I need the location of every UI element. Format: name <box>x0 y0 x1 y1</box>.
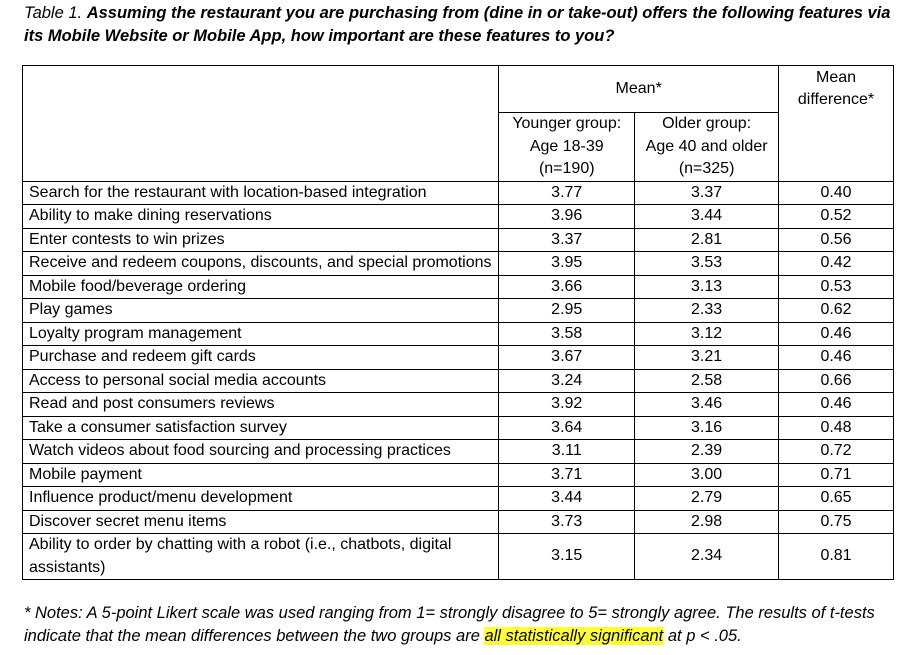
notes-text: * Notes: A 5-point Likert scale was used ranging from 1= strongly disagree to 5= strongly agree. The results of t-tests indicate that the mean differences between the two groups are <box>24 604 875 645</box>
table-row <box>23 322 894 346</box>
mean-difference-cell: 0.62 <box>779 299 894 323</box>
feature-cell: Ability to make dining reservations <box>23 205 499 229</box>
mean-difference-cell: 0.46 <box>779 322 894 346</box>
table-row <box>23 416 894 440</box>
younger-mean-cell: 3.92 <box>499 393 635 417</box>
results-table <box>22 65 894 580</box>
table-row <box>23 275 894 299</box>
feature-cell: Purchase and redeem gift cards <box>23 346 499 370</box>
caption-question: Assuming the restaurant you are purchasing from (dine in or take-out) offers the following features via its Mobile Website or Mobile App, how important are these features to you? <box>24 4 891 45</box>
younger-group-age: Age 18-39 <box>529 137 604 155</box>
older-mean-cell: 2.33 <box>635 299 779 323</box>
mean-difference-cell: 0.46 <box>779 346 894 370</box>
table-row <box>23 252 894 276</box>
table-row <box>23 346 894 370</box>
table-row <box>23 181 894 205</box>
younger-group-label: Younger group: <box>512 115 622 132</box>
feature-cell: Read and post consumers reviews <box>23 393 499 417</box>
mean-difference-cell: 0.48 <box>779 416 894 440</box>
mean-difference-cell: 0.53 <box>779 275 894 299</box>
mean-difference-cell: 0.65 <box>779 487 894 511</box>
younger-mean-cell: 3.37 <box>499 228 635 252</box>
table-row <box>23 487 894 511</box>
feature-cell: Discover secret menu items <box>23 510 499 534</box>
table-row <box>23 369 894 393</box>
mean-difference-cell: 0.42 <box>779 252 894 276</box>
younger-mean-cell: 3.66 <box>499 275 635 299</box>
feature-cell: Enter contests to win prizes <box>23 228 499 252</box>
younger-mean-cell: 3.15 <box>499 534 635 580</box>
younger-mean-cell: 2.95 <box>499 299 635 323</box>
table-row <box>23 510 894 534</box>
younger-mean-cell: 3.77 <box>499 181 635 205</box>
table-row <box>23 393 894 417</box>
mean-difference-cell: 0.56 <box>779 228 894 252</box>
feature-cell: Watch videos about food sourcing and processing practices <box>23 440 499 464</box>
older-group-header <box>635 113 779 182</box>
feature-cell: Mobile food/beverage ordering <box>23 275 499 299</box>
younger-mean-cell: 3.64 <box>499 416 635 440</box>
older-mean-cell: 3.46 <box>635 393 779 417</box>
older-mean-cell: 3.00 <box>635 463 779 487</box>
older-mean-cell: 2.34 <box>635 534 779 580</box>
older-mean-cell: 3.12 <box>635 322 779 346</box>
feature-cell: Access to personal social media accounts <box>23 369 499 393</box>
table-row <box>23 299 894 323</box>
older-group-age: Age 40 and older <box>645 137 768 155</box>
table-caption <box>24 2 904 48</box>
mean-header: Mean* <box>499 66 779 113</box>
table-label: Table 1. <box>24 4 83 22</box>
mean-difference-cell: 0.75 <box>779 510 894 534</box>
older-mean-cell: 3.37 <box>635 181 779 205</box>
mean-difference-cell: 0.46 <box>779 393 894 417</box>
feature-cell: Loyalty program management <box>23 322 499 346</box>
feature-cell: Search for the restaurant with location-based integration <box>23 181 499 205</box>
table-row <box>23 440 894 464</box>
younger-mean-cell: 3.24 <box>499 369 635 393</box>
older-mean-cell: 3.44 <box>635 205 779 229</box>
notes-text-end: at p < .05. <box>663 627 742 645</box>
header-blank-cell <box>23 66 499 113</box>
younger-group-n: (n=190) <box>538 160 595 177</box>
younger-group-header <box>499 113 635 182</box>
mean-difference-cell: 0.72 <box>779 440 894 464</box>
younger-mean-cell: 3.71 <box>499 463 635 487</box>
table-row <box>23 205 894 229</box>
table-notes <box>24 602 904 648</box>
younger-mean-cell: 3.73 <box>499 510 635 534</box>
feature-cell: Influence product/menu development <box>23 487 499 511</box>
header-blank-cell <box>23 113 499 182</box>
feature-cell: Receive and redeem coupons, discounts, and special promotions <box>23 252 499 276</box>
mean-difference-cell: 0.40 <box>779 181 894 205</box>
older-group-n: (n=325) <box>678 160 735 177</box>
older-mean-cell: 3.53 <box>635 252 779 276</box>
older-mean-cell: 2.98 <box>635 510 779 534</box>
younger-mean-cell: 3.44 <box>499 487 635 511</box>
table-row <box>23 534 894 580</box>
younger-mean-cell: 3.67 <box>499 346 635 370</box>
table-row <box>23 463 894 487</box>
header-row-2 <box>23 113 894 182</box>
mean-difference-cell: 0.66 <box>779 369 894 393</box>
feature-cell: Take a consumer satisfaction survey <box>23 416 499 440</box>
mean-difference-cell: 0.71 <box>779 463 894 487</box>
older-mean-cell: 2.58 <box>635 369 779 393</box>
mean-difference-cell: 0.52 <box>779 205 894 229</box>
older-mean-cell: 3.16 <box>635 416 779 440</box>
older-mean-cell: 2.81 <box>635 228 779 252</box>
header-blank-cell <box>779 113 894 182</box>
feature-cell: Mobile payment <box>23 463 499 487</box>
feature-cell: Ability to order by chatting with a robot (i.e., chatbots, digital assistants) <box>23 534 499 580</box>
younger-mean-cell: 3.95 <box>499 252 635 276</box>
older-mean-cell: 2.39 <box>635 440 779 464</box>
highlighted-text: all statistically significant <box>484 627 664 645</box>
younger-mean-cell: 3.96 <box>499 205 635 229</box>
feature-cell: Play games <box>23 299 499 323</box>
younger-mean-cell: 3.11 <box>499 440 635 464</box>
table-row <box>23 228 894 252</box>
mean-difference-header: Mean difference* <box>779 66 894 113</box>
older-mean-cell: 3.21 <box>635 346 779 370</box>
older-mean-cell: 2.79 <box>635 487 779 511</box>
younger-mean-cell: 3.58 <box>499 322 635 346</box>
header-row-1 <box>23 66 894 113</box>
older-group-label: Older group: <box>662 115 752 132</box>
older-mean-cell: 3.13 <box>635 275 779 299</box>
mean-difference-cell: 0.81 <box>779 534 894 580</box>
